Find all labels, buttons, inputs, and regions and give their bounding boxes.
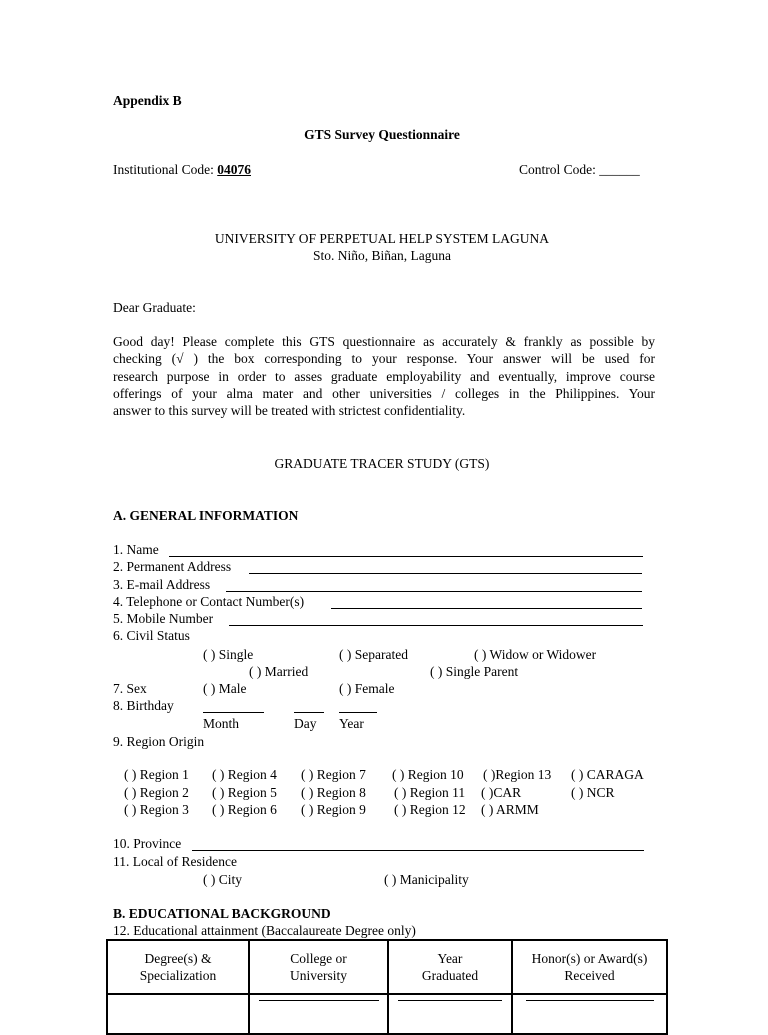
civil-option-married[interactable]: ( ) Married bbox=[249, 664, 309, 679]
institutional-code bbox=[113, 161, 251, 178]
q12-label: 12. Educational attainment (Baccalaureate Degree only) bbox=[113, 923, 416, 938]
header-year bbox=[388, 940, 512, 994]
header-college bbox=[249, 940, 388, 994]
region-option[interactable]: ( ) Region 7 bbox=[301, 767, 366, 782]
university-address: Sto. Niño, Biñan, Laguna bbox=[313, 248, 451, 263]
mobile-field[interactable] bbox=[229, 625, 643, 626]
header-degree bbox=[107, 940, 249, 994]
header-honors bbox=[512, 940, 667, 994]
header-honors-line1: Honor(s) or Award(s) bbox=[531, 951, 648, 966]
phone-field[interactable] bbox=[331, 608, 642, 609]
civil-option-widow[interactable]: ( ) Widow or Widower bbox=[474, 647, 597, 662]
birthday-year-field[interactable] bbox=[339, 712, 377, 713]
greeting: Dear Graduate: bbox=[113, 300, 196, 315]
honors-blank[interactable] bbox=[526, 1000, 654, 1001]
header-year-line2: Graduated bbox=[421, 968, 479, 983]
region-option[interactable]: ( ) Region 3 bbox=[124, 802, 189, 817]
email-field[interactable] bbox=[226, 591, 642, 592]
region-option[interactable]: ( )Region 13 bbox=[483, 767, 552, 782]
intro-line-5: answer to this survey will be treated with strictest confidentiality. bbox=[113, 403, 466, 418]
region-option[interactable]: ( ) Region 5 bbox=[212, 785, 277, 800]
section-b-heading: B. EDUCATIONAL BACKGROUND bbox=[113, 906, 331, 921]
header-degree-line1: Degree(s) & bbox=[144, 951, 212, 966]
residence-option-city[interactable]: ( ) City bbox=[203, 872, 242, 887]
region-option[interactable]: ( ) Region 10 bbox=[392, 767, 464, 782]
institutional-code-value: 04076 bbox=[217, 162, 251, 177]
sex-option-male[interactable]: ( ) Male bbox=[203, 681, 247, 696]
region-label: 9. Region Origin bbox=[113, 734, 205, 749]
region-option[interactable]: ( ) Region 12 bbox=[394, 802, 466, 817]
phone-label: 4. Telephone or Contact Number(s) bbox=[113, 594, 305, 609]
civil-option-single-parent[interactable]: ( ) Single Parent bbox=[430, 664, 519, 679]
header-honors-line2: Received bbox=[564, 968, 615, 983]
email-label: 3. E-mail Address bbox=[113, 577, 211, 592]
honors-cell[interactable] bbox=[512, 994, 667, 1034]
region-option[interactable]: ( ) Region 8 bbox=[301, 785, 366, 800]
region-option[interactable]: ( ) CARAGA bbox=[571, 767, 644, 782]
birthday-day-field[interactable] bbox=[294, 712, 324, 713]
birthday-month-field[interactable] bbox=[203, 712, 264, 713]
residence-option-municipality[interactable]: ( ) Manicipality bbox=[384, 872, 469, 887]
province-label: 10. Province bbox=[113, 836, 182, 851]
header-college-line1: College or bbox=[290, 951, 347, 966]
header-year-line1: Year bbox=[437, 951, 463, 966]
mobile-label: 5. Mobile Number bbox=[113, 611, 214, 626]
name-label: 1. Name bbox=[113, 542, 159, 557]
questionnaire-title: GTS Survey Questionnaire bbox=[304, 127, 460, 142]
section-a-heading: A. GENERAL INFORMATION bbox=[113, 508, 299, 523]
college-blank[interactable] bbox=[259, 1000, 379, 1001]
intro-line-2: checking (√ ) the box corresponding to your response. Your answer will be used for bbox=[113, 351, 655, 366]
civil-status-label: 6. Civil Status bbox=[113, 628, 190, 643]
civil-option-single[interactable]: ( ) Single bbox=[203, 647, 254, 662]
birthday-month-caption: Month bbox=[203, 716, 240, 731]
institutional-code-label: Institutional Code: bbox=[113, 162, 218, 177]
region-option[interactable]: ( ) Region 9 bbox=[301, 802, 366, 817]
header-college-line2: University bbox=[290, 968, 347, 983]
university-name: UNIVERSITY OF PERPETUAL HELP SYSTEM LAGUNA bbox=[214, 231, 550, 246]
study-title: GRADUATE TRACER STUDY (GTS) bbox=[274, 456, 490, 471]
region-option[interactable]: ( ) ARMM bbox=[481, 802, 539, 817]
birthday-day-caption: Day bbox=[294, 716, 317, 731]
sex-option-female[interactable]: ( ) Female bbox=[339, 681, 395, 696]
intro-line-4: offerings of your alma mater and other universities / colleges in the Philippines. Your bbox=[113, 386, 655, 401]
sex-label: 7. Sex bbox=[113, 681, 147, 696]
region-option[interactable]: ( ) Region 11 bbox=[394, 785, 466, 800]
residence-label: 11. Local of Residence bbox=[113, 854, 237, 869]
birthday-year-caption: Year bbox=[339, 716, 364, 731]
address-field[interactable] bbox=[249, 573, 642, 574]
region-option[interactable]: ( ) Region 6 bbox=[212, 802, 277, 817]
header-degree-line2: Specialization bbox=[139, 968, 217, 983]
education-table bbox=[106, 939, 668, 1035]
region-option[interactable]: ( ) NCR bbox=[571, 785, 615, 800]
birthday-label: 8. Birthday bbox=[113, 698, 174, 713]
control-code: Control Code: ______ bbox=[519, 162, 640, 177]
intro-line-1: Good day! Please complete this GTS questionnaire as accurately & frankly as possible by bbox=[113, 334, 655, 349]
year-blank[interactable] bbox=[398, 1000, 502, 1001]
region-option[interactable]: ( ) Region 2 bbox=[124, 785, 189, 800]
year-cell[interactable] bbox=[388, 994, 512, 1034]
province-field[interactable] bbox=[192, 850, 644, 851]
appendix-label: Appendix B bbox=[113, 93, 182, 108]
education-table-header-row bbox=[107, 940, 667, 994]
address-label: 2. Permanent Address bbox=[113, 559, 232, 574]
name-field[interactable] bbox=[169, 556, 643, 557]
region-option[interactable]: ( ) Region 1 bbox=[124, 767, 189, 782]
college-cell[interactable] bbox=[249, 994, 388, 1034]
region-option[interactable]: ( )CAR bbox=[481, 785, 522, 800]
intro-line-3: research purpose in order to asses graduate employability and eventually, improve course bbox=[113, 369, 655, 384]
degree-cell[interactable] bbox=[107, 994, 249, 1034]
table-row bbox=[107, 994, 667, 1034]
region-option[interactable]: ( ) Region 4 bbox=[212, 767, 277, 782]
civil-option-separated[interactable]: ( ) Separated bbox=[339, 647, 408, 662]
